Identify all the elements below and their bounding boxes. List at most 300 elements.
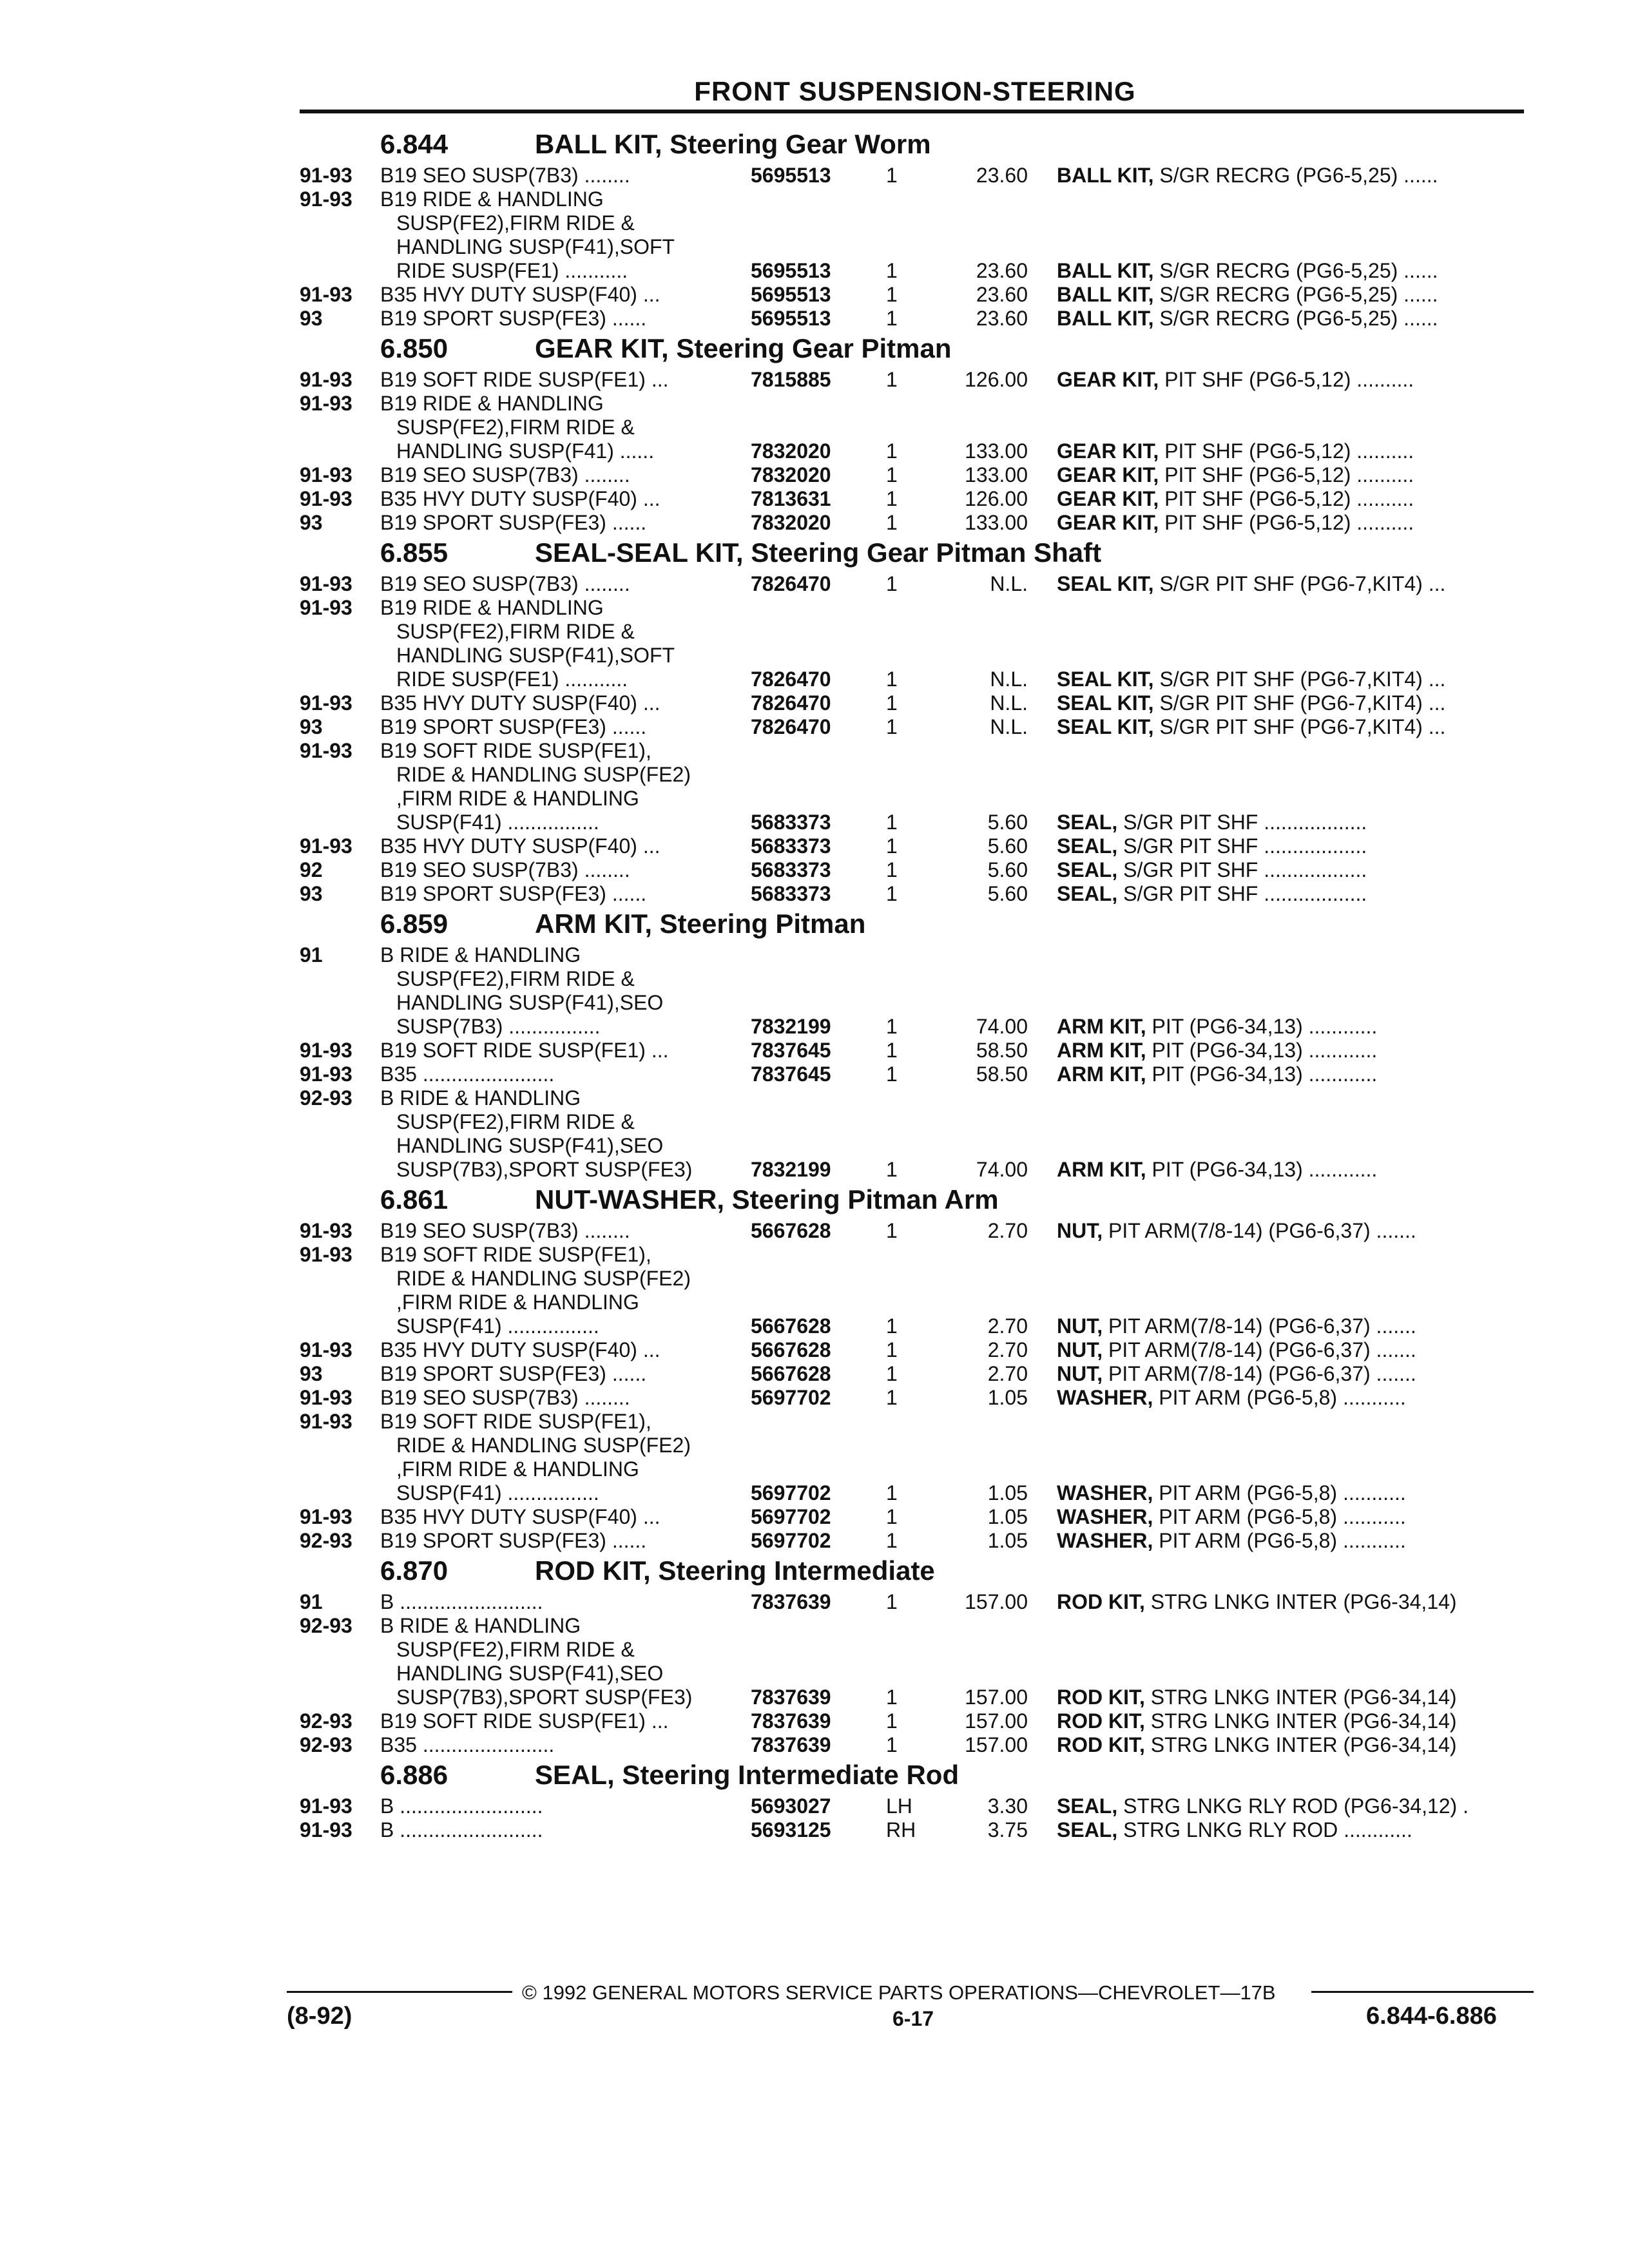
application-description: RIDE & HANDLING SUSP(FE2) — [396, 763, 691, 786]
part-description-name: GEAR KIT, — [1057, 487, 1159, 510]
quantity: 1 — [886, 463, 898, 486]
price: 23.60 — [976, 164, 1028, 187]
application-description: B RIDE & HANDLING — [380, 1614, 581, 1637]
table-row — [0, 882, 1629, 906]
part-description-detail: S/GR PIT SHF (PG6-7,KIT4) ... — [1153, 715, 1446, 738]
part-number: 5667628 — [751, 1314, 831, 1338]
part-description-detail: S/GR RECRG (PG6-5,25) ...... — [1153, 307, 1438, 330]
part-description-name: SEAL, — [1057, 834, 1118, 858]
part-description-name: BALL KIT, — [1057, 259, 1154, 282]
price: 133.00 — [965, 511, 1028, 534]
application-description: B19 SPORT SUSP(FE3) ...... — [380, 307, 647, 330]
part-description-name: ARM KIT, — [1057, 1015, 1146, 1038]
part-number: 5697702 — [751, 1481, 831, 1504]
quantity: 1 — [886, 715, 898, 738]
price: 3.75 — [987, 1818, 1028, 1841]
table-row — [0, 811, 1629, 834]
application-description: B35 HVY DUTY SUSP(F40) ... — [380, 1338, 660, 1361]
part-description-name: SEAL, — [1057, 1818, 1118, 1841]
model-years: 91-93 — [300, 463, 352, 486]
part-description — [1057, 487, 1414, 511]
part-description — [1057, 1338, 1416, 1362]
footer-rule-left — [287, 1991, 512, 1993]
application-description: SUSP(7B3),SPORT SUSP(FE3) — [396, 1686, 693, 1709]
model-years: 91-93 — [300, 187, 352, 211]
table-row — [0, 1110, 1629, 1134]
application-description: B19 SEO SUSP(7B3) ........ — [380, 858, 630, 881]
model-years: 91-93 — [300, 283, 352, 306]
model-years: 91-93 — [300, 1039, 352, 1062]
part-description-name: SEAL, — [1057, 811, 1118, 834]
table-row — [0, 283, 1629, 307]
application-description: HANDLING SUSP(F41),SOFT — [396, 644, 675, 667]
price: 58.50 — [976, 1039, 1028, 1062]
part-number: 7832020 — [751, 463, 831, 486]
part-description — [1057, 1709, 1457, 1733]
model-years: 91-93 — [300, 691, 352, 715]
section-name: SEAL, Steering Intermediate Rod — [535, 1760, 959, 1790]
table-row — [0, 1039, 1629, 1062]
part-description — [1057, 1362, 1416, 1386]
part-description-detail: S/GR PIT SHF .................. — [1117, 834, 1367, 858]
price: N.L. — [990, 691, 1028, 715]
part-description-detail: PIT ARM(7/8-14) (PG6-6,37) ....... — [1103, 1314, 1416, 1338]
part-description — [1057, 1794, 1469, 1818]
table-row — [0, 1590, 1629, 1614]
application-description: SUSP(F41) ................ — [396, 1481, 599, 1504]
part-description-detail: S/GR RECRG (PG6-5,25) ...... — [1153, 164, 1438, 187]
model-years: 91 — [300, 1590, 323, 1613]
part-number: 7815885 — [751, 368, 831, 391]
table-row — [0, 763, 1629, 787]
price: 2.70 — [987, 1219, 1028, 1242]
model-years: 91-93 — [300, 596, 352, 619]
quantity: 1 — [886, 834, 898, 858]
application-description: B19 SOFT RIDE SUSP(FE1), — [380, 1243, 651, 1266]
application-description: HANDLING SUSP(F41) ...... — [396, 439, 655, 463]
part-description — [1057, 715, 1445, 739]
table-row — [0, 943, 1629, 967]
part-number: 5683373 — [751, 858, 831, 881]
quantity: 1 — [886, 164, 898, 187]
part-description-detail: PIT SHF (PG6-5,12) .......... — [1159, 463, 1414, 486]
table-row — [0, 1638, 1629, 1662]
quantity: 1 — [886, 283, 898, 306]
quantity: 1 — [886, 511, 898, 534]
application-description: B19 SOFT RIDE SUSP(FE1) ... — [380, 1709, 669, 1733]
parts-listing — [0, 126, 1629, 1842]
table-row — [0, 1362, 1629, 1386]
part-description — [1057, 1733, 1457, 1757]
part-number: 7832020 — [751, 439, 831, 463]
part-description-name: SEAL KIT, — [1057, 572, 1154, 595]
part-description — [1057, 1590, 1457, 1614]
section-name: SEAL-SEAL KIT, Steering Gear Pitman Shaft — [535, 537, 1102, 568]
application-description: B19 RIDE & HANDLING — [380, 392, 604, 415]
application-description: HANDLING SUSP(F41),SEO — [396, 1662, 664, 1685]
part-description-detail: S/GR PIT SHF .................. — [1117, 811, 1367, 834]
model-years: 91-93 — [300, 1338, 352, 1361]
application-description: SUSP(F41) ................ — [396, 1314, 599, 1338]
model-years: 91-93 — [300, 1386, 352, 1409]
table-row — [0, 1062, 1629, 1086]
price: 133.00 — [965, 439, 1028, 463]
application-description: B19 SEO SUSP(7B3) ........ — [380, 164, 630, 187]
table-row — [0, 1733, 1629, 1757]
quantity: 1 — [886, 368, 898, 391]
part-description-detail: PIT ARM (PG6-5,8) ........... — [1153, 1529, 1406, 1552]
application-description: B19 SEO SUSP(7B3) ........ — [380, 463, 630, 486]
part-description-name: SEAL KIT, — [1057, 668, 1154, 691]
part-description-detail: PIT (PG6-34,13) ............ — [1146, 1039, 1378, 1062]
model-years: 93 — [300, 1362, 323, 1385]
section-number: 6.886 — [380, 1760, 448, 1790]
application-description: B19 SOFT RIDE SUSP(FE1), — [380, 739, 651, 762]
table-row — [0, 259, 1629, 283]
table-row — [0, 1818, 1629, 1842]
model-years: 91 — [300, 943, 323, 966]
price: 2.70 — [987, 1314, 1028, 1338]
quantity: 1 — [886, 1338, 898, 1361]
quantity: 1 — [886, 1015, 898, 1038]
part-number: 5667628 — [751, 1219, 831, 1242]
application-description: B19 SPORT SUSP(FE3) ...... — [380, 1362, 647, 1385]
price: 5.60 — [987, 834, 1028, 858]
table-row — [0, 1614, 1629, 1638]
application-description: B35 HVY DUTY SUSP(F40) ... — [380, 487, 660, 510]
application-description: B ......................... — [380, 1590, 543, 1613]
application-description: B ......................... — [380, 1794, 543, 1818]
part-description-name: ARM KIT, — [1057, 1062, 1146, 1086]
price: 126.00 — [965, 368, 1028, 391]
application-description: B35 HVY DUTY SUSP(F40) ... — [380, 834, 660, 858]
application-description: B19 SEO SUSP(7B3) ........ — [380, 1386, 630, 1409]
part-number: 5695513 — [751, 259, 831, 282]
part-description-name: WASHER, — [1057, 1481, 1153, 1504]
part-number: 7832199 — [751, 1158, 831, 1181]
quantity: LH — [886, 1794, 912, 1818]
part-description — [1057, 1386, 1406, 1410]
part-number: 7837639 — [751, 1709, 831, 1733]
part-description-detail: PIT ARM (PG6-5,8) ........... — [1153, 1481, 1406, 1504]
footer-rule-right — [1311, 1991, 1534, 1993]
header-rule — [300, 110, 1524, 113]
part-description — [1057, 1686, 1457, 1709]
price: N.L. — [990, 715, 1028, 738]
quantity: 1 — [886, 1039, 898, 1062]
table-row — [0, 307, 1629, 331]
quantity: 1 — [886, 1733, 898, 1756]
part-description-name: GEAR KIT, — [1057, 463, 1159, 486]
quantity: 1 — [886, 811, 898, 834]
application-description: B19 SPORT SUSP(FE3) ...... — [380, 511, 647, 534]
part-number: 7826470 — [751, 691, 831, 715]
price: N.L. — [990, 668, 1028, 691]
table-row — [0, 439, 1629, 463]
part-description — [1057, 511, 1414, 535]
application-description: B19 SEO SUSP(7B3) ........ — [380, 572, 630, 595]
part-description-detail: PIT (PG6-34,13) ............ — [1146, 1015, 1378, 1038]
part-description — [1057, 668, 1445, 691]
footer-range: 6.844-6.886 — [1366, 2003, 1497, 2030]
table-row — [0, 668, 1629, 691]
part-description-name: NUT, — [1057, 1338, 1103, 1361]
table-row — [0, 787, 1629, 811]
model-years: 92-93 — [300, 1086, 352, 1110]
part-description — [1057, 259, 1438, 283]
quantity: 1 — [886, 1158, 898, 1181]
part-description — [1057, 368, 1414, 392]
application-description: B19 SPORT SUSP(FE3) ...... — [380, 715, 647, 738]
part-description-name: ARM KIT, — [1057, 1039, 1146, 1062]
application-description: SUSP(FE2),FIRM RIDE & — [396, 416, 635, 439]
price: 5.60 — [987, 858, 1028, 881]
table-row — [0, 416, 1629, 439]
price: 5.60 — [987, 811, 1028, 834]
part-description-detail: STRG LNKG RLY ROD ............ — [1117, 1818, 1412, 1841]
part-description-name: WASHER, — [1057, 1529, 1153, 1552]
table-row — [0, 834, 1629, 858]
application-description: B19 SEO SUSP(7B3) ........ — [380, 1219, 630, 1242]
price: 2.70 — [987, 1362, 1028, 1385]
section-title — [0, 906, 1629, 943]
footer-date: (8-92) — [287, 2003, 352, 2030]
section-title — [0, 1553, 1629, 1590]
part-number: 5697702 — [751, 1505, 831, 1528]
model-years: 93 — [300, 511, 323, 534]
section-title — [0, 535, 1629, 572]
table-row — [0, 487, 1629, 511]
price: N.L. — [990, 572, 1028, 595]
part-description — [1057, 858, 1367, 882]
model-years: 91-93 — [300, 1505, 352, 1528]
table-row — [0, 715, 1629, 739]
quantity: 1 — [886, 1481, 898, 1504]
part-description-detail: STRG LNKG INTER (PG6-34,14) — [1144, 1590, 1457, 1613]
application-description: HANDLING SUSP(F41),SEO — [396, 991, 664, 1014]
quantity: 1 — [886, 1219, 898, 1242]
application-description: B19 SOFT RIDE SUSP(FE1), — [380, 1410, 651, 1433]
part-description-detail: S/GR PIT SHF (PG6-7,KIT4) ... — [1153, 691, 1446, 715]
part-description-detail: PIT (PG6-34,13) ............ — [1146, 1158, 1378, 1181]
application-description: B19 SPORT SUSP(FE3) ...... — [380, 882, 647, 905]
table-row — [0, 1529, 1629, 1553]
price: 23.60 — [976, 283, 1028, 306]
part-description-detail: PIT ARM(7/8-14) (PG6-6,37) ....... — [1103, 1362, 1416, 1385]
part-description — [1057, 1529, 1406, 1553]
table-row — [0, 620, 1629, 644]
quantity: 1 — [886, 858, 898, 881]
table-row — [0, 644, 1629, 668]
model-years: 92-93 — [300, 1614, 352, 1637]
part-number: 7826470 — [751, 715, 831, 738]
part-description-name: SEAL KIT, — [1057, 715, 1154, 738]
application-description: B19 SPORT SUSP(FE3) ...... — [380, 1529, 647, 1552]
table-row — [0, 1794, 1629, 1818]
part-description-name: BALL KIT, — [1057, 283, 1154, 306]
part-description-detail: PIT SHF (PG6-5,12) .......... — [1159, 439, 1414, 463]
part-description — [1057, 164, 1438, 187]
part-description-detail: PIT ARM (PG6-5,8) ........... — [1153, 1386, 1406, 1409]
part-description-name: ROD KIT, — [1057, 1733, 1145, 1756]
table-row — [0, 164, 1629, 187]
application-description: B RIDE & HANDLING — [380, 1086, 581, 1110]
section-title — [0, 1182, 1629, 1219]
application-description: SUSP(FE2),FIRM RIDE & — [396, 620, 635, 643]
model-years: 93 — [300, 715, 323, 738]
quantity: 1 — [886, 1314, 898, 1338]
part-number: 7832199 — [751, 1015, 831, 1038]
table-row — [0, 1134, 1629, 1158]
table-row — [0, 235, 1629, 259]
table-row — [0, 1267, 1629, 1291]
quantity: RH — [886, 1818, 916, 1841]
part-description-detail: PIT ARM(7/8-14) (PG6-6,37) ....... — [1103, 1219, 1416, 1242]
model-years: 92-93 — [300, 1529, 352, 1552]
part-description-name: SEAL KIT, — [1057, 691, 1154, 715]
section-number: 6.855 — [380, 537, 448, 568]
model-years: 92 — [300, 858, 323, 881]
part-description-name: GEAR KIT, — [1057, 439, 1159, 463]
price: 1.05 — [987, 1481, 1028, 1504]
application-description: B ......................... — [380, 1818, 543, 1841]
part-description-detail: PIT ARM (PG6-5,8) ........... — [1153, 1505, 1406, 1528]
table-row — [0, 967, 1629, 991]
section-title — [0, 331, 1629, 368]
part-number: 7826470 — [751, 572, 831, 595]
table-row — [0, 1505, 1629, 1529]
part-description — [1057, 882, 1367, 906]
part-description-detail: STRG LNKG INTER (PG6-34,14) — [1144, 1709, 1457, 1733]
part-description-name: WASHER, — [1057, 1386, 1153, 1409]
quantity: 1 — [886, 1505, 898, 1528]
price: 23.60 — [976, 307, 1028, 330]
table-row — [0, 1434, 1629, 1457]
part-description-detail: PIT ARM(7/8-14) (PG6-6,37) ....... — [1103, 1338, 1416, 1361]
table-row — [0, 187, 1629, 211]
part-number: 7837639 — [751, 1686, 831, 1709]
price: 5.60 — [987, 882, 1028, 905]
application-description: B RIDE & HANDLING — [380, 943, 581, 966]
part-number: 5693027 — [751, 1794, 831, 1818]
application-description: SUSP(FE2),FIRM RIDE & — [396, 1110, 635, 1133]
table-row — [0, 1662, 1629, 1686]
part-description-detail: S/GR PIT SHF (PG6-7,KIT4) ... — [1153, 572, 1446, 595]
part-description-name: ROD KIT, — [1057, 1590, 1145, 1613]
part-description-detail: S/GR PIT SHF (PG6-7,KIT4) ... — [1153, 668, 1446, 691]
part-description — [1057, 811, 1367, 834]
part-description — [1057, 1314, 1416, 1338]
application-description: ,FIRM RIDE & HANDLING — [396, 1457, 639, 1481]
table-row — [0, 1709, 1629, 1733]
quantity: 1 — [886, 1686, 898, 1709]
table-row — [0, 1243, 1629, 1267]
price: 126.00 — [965, 487, 1028, 510]
table-row — [0, 739, 1629, 763]
application-description: RIDE & HANDLING SUSP(FE2) — [396, 1267, 691, 1290]
price: 23.60 — [976, 259, 1028, 282]
table-row — [0, 1410, 1629, 1434]
price: 1.05 — [987, 1386, 1028, 1409]
table-row — [0, 1086, 1629, 1110]
model-years: 91-93 — [300, 1410, 352, 1433]
quantity: 1 — [886, 1362, 898, 1385]
section-number: 6.870 — [380, 1555, 448, 1586]
table-row — [0, 991, 1629, 1015]
section-title — [0, 1757, 1629, 1794]
footer-copyright: © 1992 GENERAL MOTORS SERVICE PARTS OPERATIONS—CHEVROLET—17B — [522, 1981, 1276, 2004]
price: 157.00 — [965, 1686, 1028, 1709]
quantity: 1 — [886, 1590, 898, 1613]
part-description — [1057, 1158, 1377, 1182]
table-row — [0, 392, 1629, 416]
part-description-name: SEAL, — [1057, 882, 1118, 905]
part-description-name: NUT, — [1057, 1314, 1103, 1338]
application-description: ,FIRM RIDE & HANDLING — [396, 787, 639, 810]
part-description — [1057, 572, 1445, 596]
section-name: ROD KIT, Steering Intermediate — [535, 1555, 935, 1586]
part-number: 7837639 — [751, 1733, 831, 1756]
table-row — [0, 211, 1629, 235]
model-years: 91-93 — [300, 368, 352, 391]
price: 1.05 — [987, 1505, 1028, 1528]
model-years: 92-93 — [300, 1733, 352, 1756]
section-number: 6.844 — [380, 129, 448, 159]
price: 157.00 — [965, 1733, 1028, 1756]
quantity: 1 — [886, 1529, 898, 1552]
table-row — [0, 368, 1629, 392]
table-row — [0, 463, 1629, 487]
application-description: B35 HVY DUTY SUSP(F40) ... — [380, 1505, 660, 1528]
part-description-detail: STRG LNKG INTER (PG6-34,14) — [1144, 1686, 1457, 1709]
table-row — [0, 1386, 1629, 1410]
model-years: 91-93 — [300, 1243, 352, 1266]
part-description — [1057, 1062, 1377, 1086]
table-row — [0, 511, 1629, 535]
section-name: BALL KIT, Steering Gear Worm — [535, 129, 931, 159]
part-description-name: NUT, — [1057, 1362, 1103, 1385]
price: 3.30 — [987, 1794, 1028, 1818]
application-description: B19 SOFT RIDE SUSP(FE1) ... — [380, 1039, 669, 1062]
part-description — [1057, 691, 1445, 715]
price: 74.00 — [976, 1158, 1028, 1181]
quantity: 1 — [886, 1062, 898, 1086]
table-row — [0, 1686, 1629, 1709]
model-years: 91-93 — [300, 834, 352, 858]
model-years: 91-93 — [300, 487, 352, 510]
application-description: HANDLING SUSP(F41),SOFT — [396, 235, 675, 258]
part-description-name: GEAR KIT, — [1057, 511, 1159, 534]
part-description — [1057, 1219, 1416, 1243]
part-description-name: SEAL, — [1057, 1794, 1118, 1818]
table-row — [0, 691, 1629, 715]
part-description-name: ROD KIT, — [1057, 1686, 1145, 1709]
part-number: 5695513 — [751, 283, 831, 306]
part-description-detail: PIT (PG6-34,13) ............ — [1146, 1062, 1378, 1086]
model-years: 91-93 — [300, 1794, 352, 1818]
application-description: B35 HVY DUTY SUSP(F40) ... — [380, 691, 660, 715]
part-description — [1057, 463, 1414, 487]
part-description — [1057, 283, 1438, 307]
table-row — [0, 858, 1629, 882]
part-number: 5667628 — [751, 1362, 831, 1385]
part-number: 7837639 — [751, 1590, 831, 1613]
part-description — [1057, 1015, 1377, 1039]
application-description: HANDLING SUSP(F41),SEO — [396, 1134, 664, 1157]
application-description: RIDE SUSP(FE1) ........... — [396, 668, 628, 691]
part-description-detail: STRG LNKG RLY ROD (PG6-34,12) . — [1117, 1794, 1469, 1818]
table-row — [0, 1219, 1629, 1243]
